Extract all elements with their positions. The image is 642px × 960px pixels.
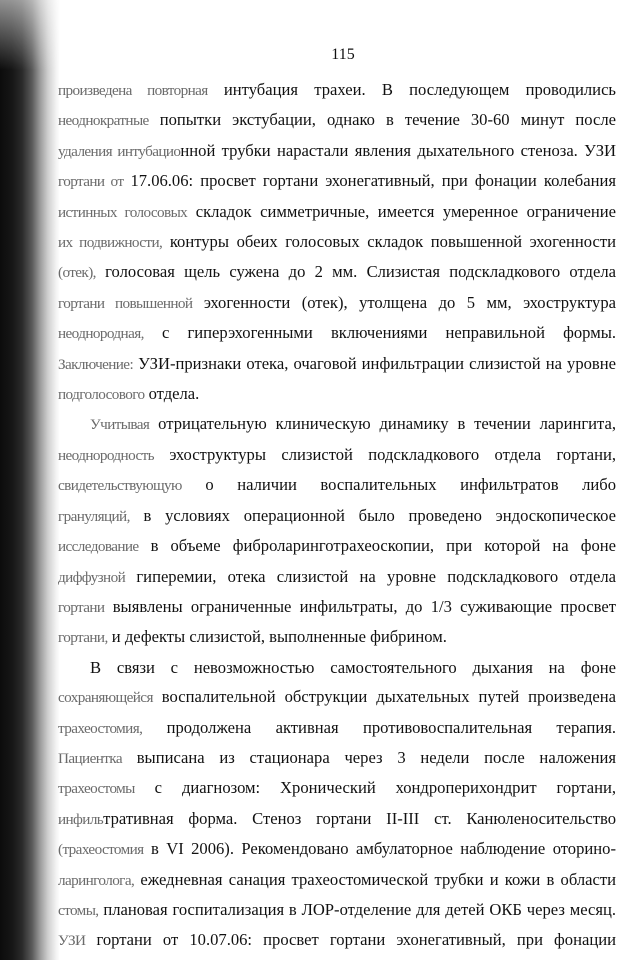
text-line (58, 257, 616, 287)
faded-line-start: гортани от (58, 173, 124, 191)
text-line (58, 622, 616, 652)
text-line (58, 409, 616, 439)
line-text: о наличии воспалительных инфильтратов либо (181, 475, 616, 495)
text-line (58, 531, 616, 561)
faded-line-start: инфиль (58, 810, 104, 828)
line-text: с гиперэхогенными включениями неправильной формы. (143, 323, 616, 343)
faded-line-start: (отек), (58, 264, 96, 282)
line-text: эхогенности (отек), утолщена до 5 мм, эхоструктура (192, 292, 616, 312)
line-text: выявлены ограниченные инфильтраты, до 1/3 суживающие просвет (104, 596, 616, 616)
line-text: ежедневная санация трахеостомической трубки и кожи в области (134, 869, 616, 889)
text-line (58, 166, 616, 196)
faded-line-start: Пациентка (58, 749, 122, 767)
line-text: в VI 2006). Рекомендовано амбулаторное наблюдение оторино- (143, 839, 616, 859)
line-text: выписана из стационара через 3 недели после наложения (121, 747, 616, 767)
line-text: плановая госпитализация в ЛОР-отделение для детей ОКБ через месяц. (98, 899, 616, 919)
line-text: 17.06.06: просвет гортани эхонегативный, при фонации колебания (123, 171, 616, 191)
faded-line-start: гортани повышенной (58, 294, 193, 312)
text-line (58, 105, 616, 135)
text-line (58, 773, 616, 803)
text-line (58, 501, 616, 531)
faded-line-start: грануляций, (58, 507, 130, 525)
text-line (58, 227, 616, 257)
text-line (58, 895, 616, 925)
text-line (58, 653, 616, 682)
line-text: продолжена активная противовоспалительная терапия. (142, 717, 616, 737)
line-text: УЗИ-признаки отека, очаговой инфильтрации слизистой на уровне (133, 353, 616, 373)
text-line (58, 925, 616, 955)
faded-line-start: свидетельствующую (58, 477, 182, 495)
line-text: контуры обеих голосовых складок повышенной эхогенности (162, 232, 616, 252)
faded-line-start: УЗИ (58, 932, 86, 950)
text-line (58, 318, 616, 348)
faded-line-start: исследование (58, 538, 139, 556)
line-text: отрицательную клиническую динамику в течении ларингита, (149, 414, 616, 434)
line-text: складок симметричные, имеется умеренное ограничение (187, 201, 616, 221)
faded-line-start: диффузной (58, 568, 126, 586)
faded-line-start: ларинголога, (58, 871, 135, 889)
text-line (58, 562, 616, 592)
faded-line-start: Учитывая (90, 416, 150, 434)
line-text: нной трубки нарастали явления дыхательного стеноза. УЗИ (180, 140, 616, 160)
paragraph-endoscopy (58, 409, 616, 652)
line-text: гортани от 10.07.06: просвет гортани эхонегативный, при фонации (85, 930, 616, 950)
line-text: эхоструктуры слизистой подскладкового отдела гортани, (153, 444, 616, 464)
faded-line-start: сохраняющейся (58, 689, 153, 707)
faded-line-start: неоднородность (58, 446, 154, 464)
text-line (58, 592, 616, 622)
faded-line-start: неоднородная, (58, 325, 144, 343)
text-line (58, 865, 616, 895)
document-body (58, 75, 616, 956)
faded-line-start: гортани, (58, 629, 108, 647)
faded-line-start: трахеостомия, (58, 719, 143, 737)
faded-line-start: истинных голосовых (58, 203, 188, 221)
line-text: тративная форма. Стеноз гортани II-III ст. Канюленосительство (103, 808, 616, 828)
faded-line-start: Заключение: (58, 355, 134, 373)
faded-line-start: произведена повторная (58, 82, 208, 99)
line-text: в объеме фиброларинготрахеоскопии, при которой на фоне (138, 536, 616, 556)
line-text: и дефекты слизистой, выполненные фибрином. (107, 627, 447, 647)
faded-line-start: гортани (58, 598, 105, 616)
line-text: В связи с невозможностью самостоятельного дыхания на фоне (90, 657, 616, 677)
text-line (58, 379, 616, 409)
paragraph-ultrasound-findings (58, 75, 616, 409)
paragraph-tracheostomy (58, 653, 616, 956)
line-text: воспалительной обструкции дыхательных путей произведена (152, 687, 616, 707)
faded-line-start: трахеостомы (58, 780, 135, 798)
text-line (58, 197, 616, 227)
faded-line-start: их подвижности, (58, 234, 163, 252)
faded-line-start: (трахеостомия (58, 841, 144, 859)
text-line (58, 834, 616, 864)
line-text: в условиях операционной было проведено эндоскопическое (129, 505, 616, 525)
text-line (58, 136, 616, 166)
faded-line-start: стомы, (58, 901, 99, 919)
line-text: голосовая щель сужена до 2 мм. Слизистая подскладкового отдела (95, 262, 616, 282)
faded-line-start: удаления интубацио (58, 142, 181, 160)
faded-line-start: подголосового (58, 386, 145, 404)
text-line (58, 743, 616, 773)
line-text: гиперемии, отека слизистой на уровне подскладкового отдела (125, 566, 616, 586)
line-text: интубация трахеи. В последующем проводились (207, 80, 616, 99)
text-line (58, 440, 616, 470)
line-text: отдела. (144, 384, 200, 404)
book-binding-shadow (0, 0, 60, 960)
line-text: с диагнозом: Хронический хондроперихондрит гортани, (134, 778, 616, 798)
text-line (58, 713, 616, 743)
text-line (58, 288, 616, 318)
text-line (58, 470, 616, 500)
text-line (58, 804, 616, 834)
page-number: 115 (331, 46, 355, 63)
text-line (58, 75, 616, 105)
line-text: попытки экстубации, однако в течение 30-60 минут после (148, 110, 616, 130)
text-line (58, 349, 616, 379)
text-line (58, 682, 616, 712)
faded-line-start: неоднократные (58, 112, 149, 130)
